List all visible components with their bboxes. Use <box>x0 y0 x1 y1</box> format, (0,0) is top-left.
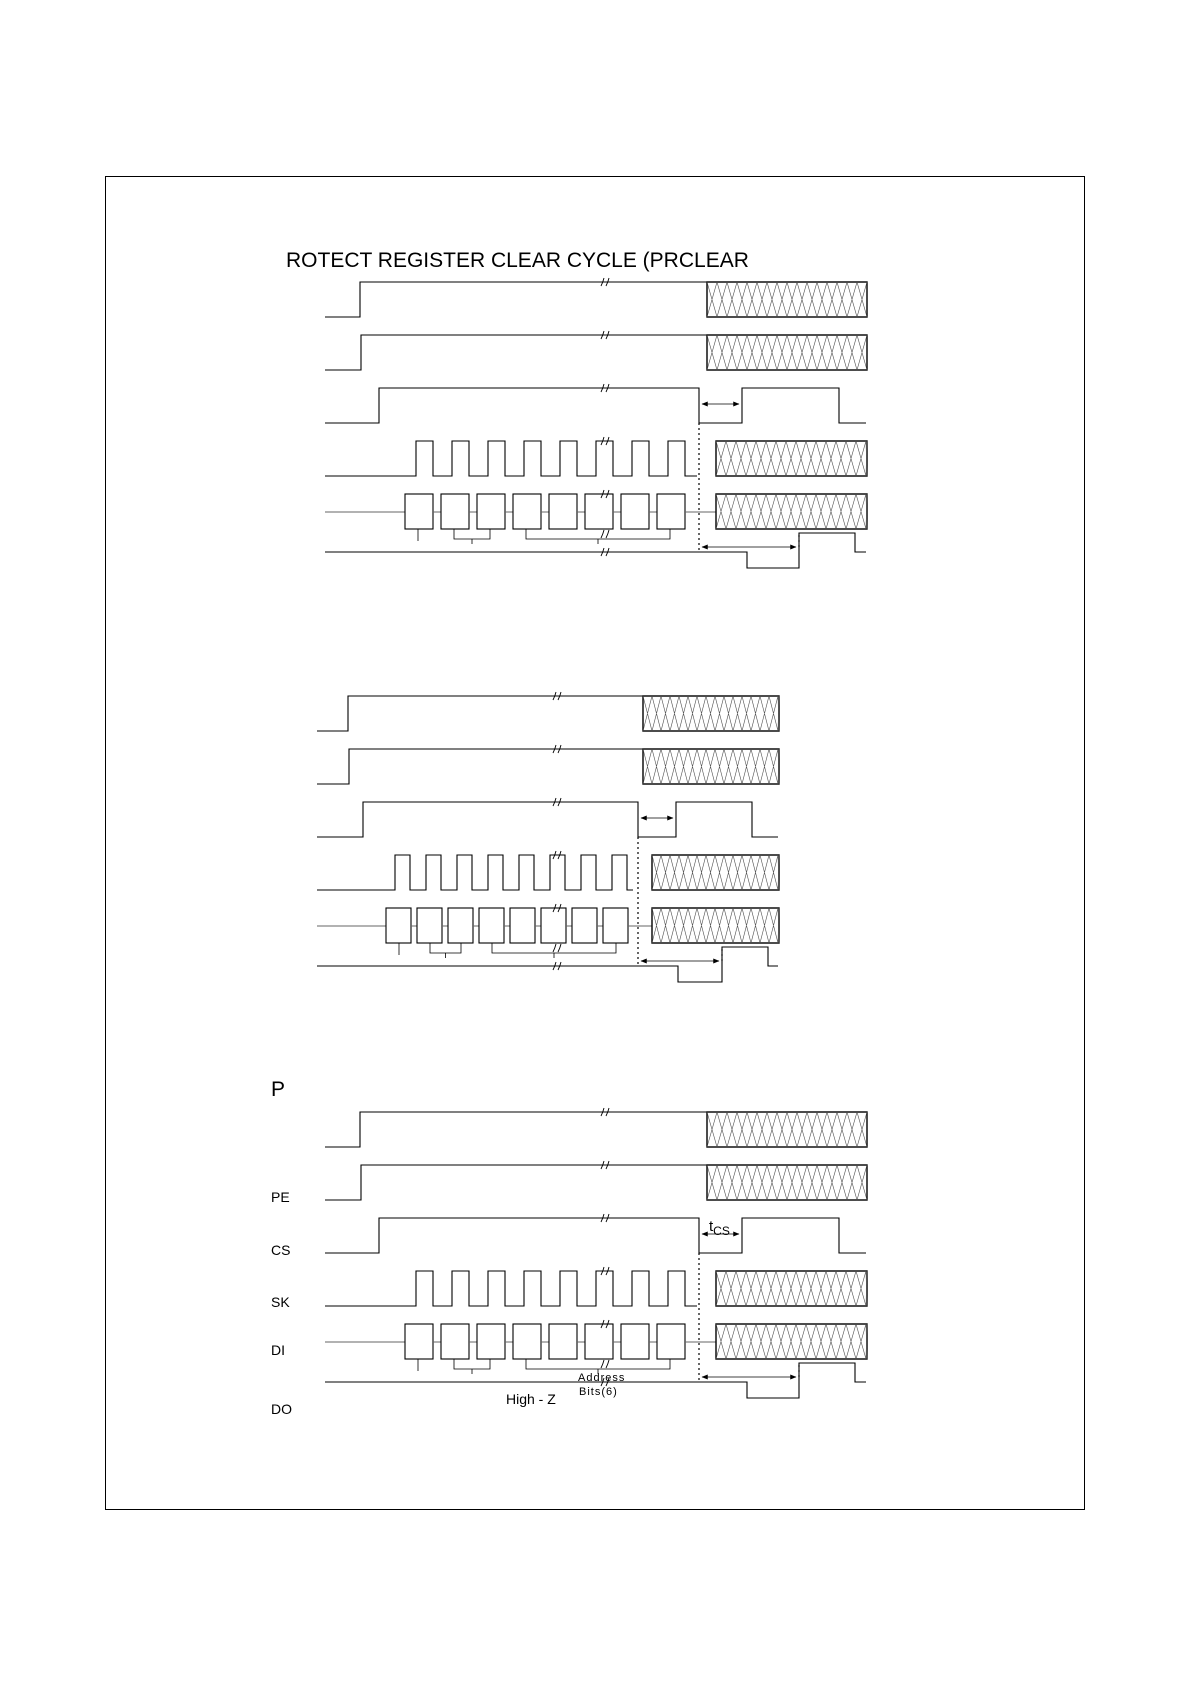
sk-wave <box>317 855 633 890</box>
bracket <box>526 529 670 544</box>
dont-care-region <box>716 441 867 476</box>
timing-panel-1 <box>325 278 867 568</box>
di-bit-cell <box>405 1324 433 1359</box>
di-bit-cell <box>603 908 628 943</box>
dont-care-region <box>716 1271 867 1306</box>
di-bit-cell <box>386 908 411 943</box>
signal-label-di: DI <box>271 1342 285 1358</box>
di-bit-cell <box>513 1324 541 1359</box>
break-mark <box>601 530 609 538</box>
timing-panel-3 <box>325 1108 867 1398</box>
pe-wave <box>325 335 707 370</box>
di-bit-cell <box>621 494 649 529</box>
di-bit-cell <box>513 494 541 529</box>
cs-wave <box>325 388 866 423</box>
di-bit-cell <box>477 1324 505 1359</box>
bracket <box>454 529 490 544</box>
cs-wave <box>317 802 778 837</box>
address-label: Address <box>578 1372 626 1384</box>
di-bit-cell <box>479 908 504 943</box>
di-bit-cell <box>541 908 566 943</box>
signal-1-wave <box>325 1112 707 1147</box>
bracket <box>454 1359 490 1374</box>
signal-label-do: DO <box>271 1401 292 1417</box>
dont-care-region <box>707 335 867 370</box>
di-bit-cell <box>477 494 505 529</box>
di-bit-cell <box>417 908 442 943</box>
highz-label: High - Z <box>506 1391 556 1407</box>
tcs-label: $t_{CS}$ <box>709 1218 730 1238</box>
di-bit-cell <box>549 494 577 529</box>
signal-label-sk: SK <box>271 1294 290 1310</box>
di-bit-cell <box>441 1324 469 1359</box>
signal-1-wave <box>317 696 643 731</box>
diagram-title: ROTECT REGISTER CLEAR CYCLE (PRCLEAR <box>286 249 749 272</box>
dont-care-region <box>707 1165 867 1200</box>
signal-label-pe: PE <box>271 1189 290 1205</box>
dont-care-region <box>643 696 779 731</box>
panel-3-label: P <box>271 1078 286 1101</box>
dont-care-region <box>707 1112 867 1147</box>
di-bit-cell <box>657 494 685 529</box>
di-bit-cell <box>510 908 535 943</box>
di-bit-cell <box>585 494 613 529</box>
di-bit-cell <box>585 1324 613 1359</box>
address-bits-label: Bits(6) <box>579 1386 618 1398</box>
pe-wave <box>325 1165 707 1200</box>
di-bit-cell <box>441 494 469 529</box>
do-wave <box>317 947 778 982</box>
sk-wave <box>325 441 697 476</box>
break-mark <box>553 944 561 952</box>
sk-wave <box>325 1271 697 1306</box>
timing-panel-2 <box>317 692 779 982</box>
dont-care-region <box>716 494 867 529</box>
di-bit-cell <box>621 1324 649 1359</box>
dont-care-region <box>707 282 867 317</box>
di-bit-cell <box>657 1324 685 1359</box>
break-mark <box>601 1360 609 1368</box>
dont-care-region <box>652 855 779 890</box>
di-bit-cell <box>448 908 473 943</box>
cs-wave <box>325 1218 866 1253</box>
signal-label-cs: CS <box>271 1242 291 1258</box>
dont-care-region <box>643 749 779 784</box>
dont-care-region <box>652 908 779 943</box>
di-bit-cell <box>549 1324 577 1359</box>
bracket <box>430 943 461 958</box>
di-bit-cell <box>572 908 597 943</box>
do-wave <box>325 533 866 568</box>
di-bit-cell <box>405 494 433 529</box>
dont-care-region <box>716 1324 867 1359</box>
signal-1-wave <box>325 282 707 317</box>
pe-wave <box>317 749 643 784</box>
